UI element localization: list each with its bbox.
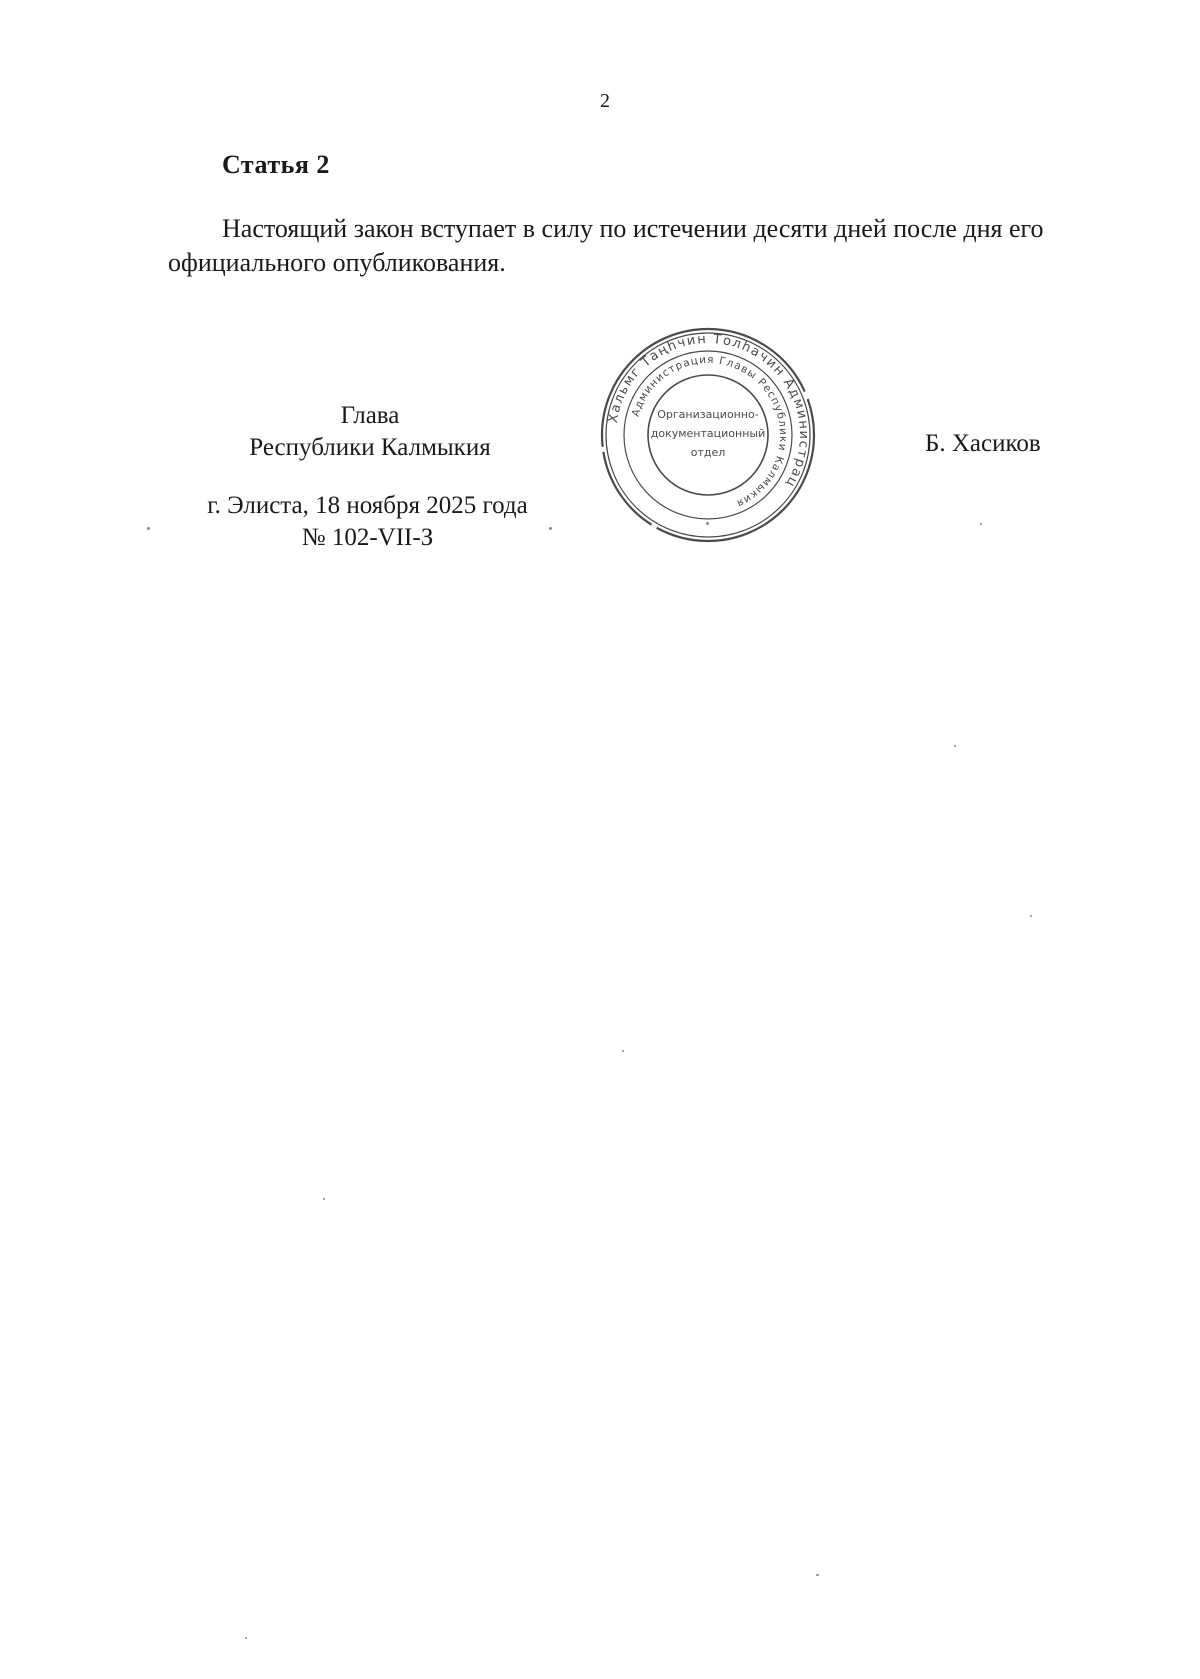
scan-speck: [706, 522, 709, 525]
scan-speck: [622, 1050, 624, 1052]
stamp-inner-text: Администрация Главы Республики Калмыкия: [629, 353, 790, 510]
signatory-title-line-2: Республики Калмыкия: [249, 434, 491, 461]
scan-speck: [1030, 915, 1032, 917]
stamp-outer-text: Хальмг Таңһчин Толһачин Администрац: [605, 331, 812, 491]
place-and-date: г. Элиста, 18 ноября 2025 года: [207, 492, 528, 519]
scan-speck: [245, 1637, 247, 1639]
scan-speck: [954, 745, 956, 747]
official-stamp: [597, 324, 819, 546]
scan-speck: [980, 523, 982, 525]
signatory-title-line-1: Глава: [340, 402, 400, 429]
stamp-center-line-1: Организационно-: [657, 408, 759, 421]
stamp-center-line-2: документационный: [650, 427, 766, 440]
signatory-name: Б. Хасиков: [925, 430, 1041, 457]
scan-speck: [147, 527, 150, 530]
signatory-title: [235, 400, 505, 464]
scan-speck: [816, 1574, 819, 1576]
scan-speck: [323, 1198, 325, 1200]
issuance-details: [180, 490, 555, 554]
scan-speck: [549, 527, 552, 530]
stamp-center-line-3: отдел: [690, 446, 726, 459]
page-number: 2: [600, 90, 610, 112]
article-heading: Статья 2: [222, 150, 330, 179]
law-number: № 102-VII-З: [301, 524, 434, 551]
article-body-text: Настоящий закон вступает в силу по истечении десяти дней после дня его официального опубликования.: [168, 214, 1044, 277]
